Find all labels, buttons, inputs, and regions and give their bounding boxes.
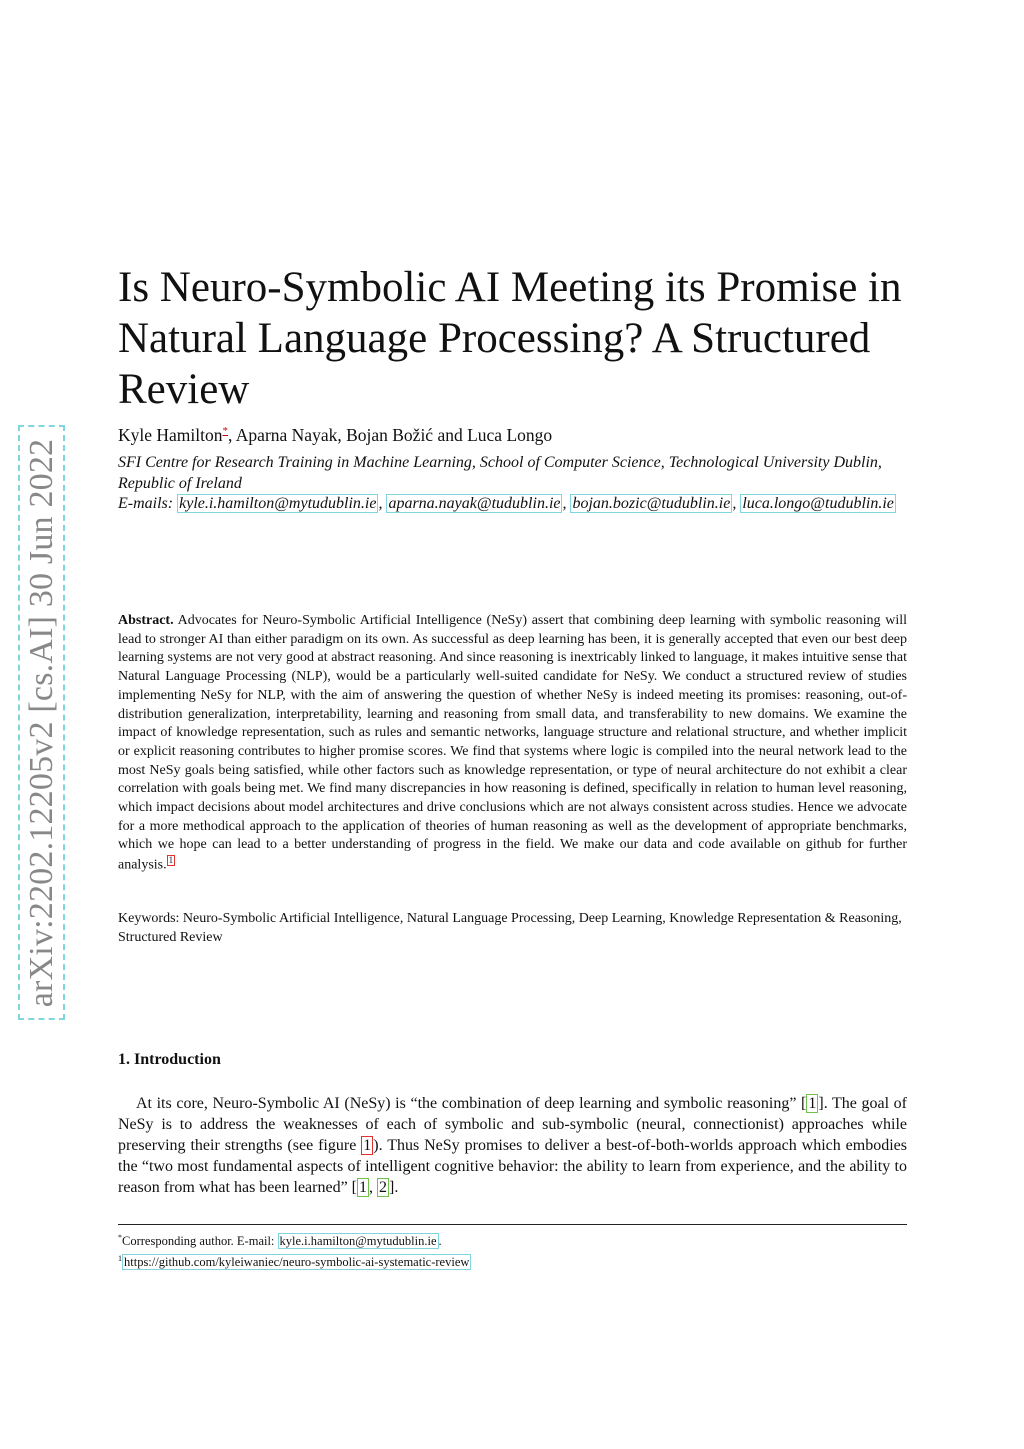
footnote-end: .: [438, 1234, 442, 1249]
intro-text: At its core, Neuro-Symbolic AI (NeSy) is “the combination of deep learning and symbolic reasoning” [: [136, 1095, 807, 1112]
footnote-divider: [118, 1224, 907, 1225]
citation-link[interactable]: 1: [359, 1179, 367, 1196]
keywords: Keywords: Neuro-Symbolic Artificial Intelligence, Natural Language Processing, Deep Learning, Knowledge Representation & Reasoning, Structured Review: [118, 911, 902, 945]
footnote-email-link[interactable]: kyle.i.hamilton@mytudublin.ie: [279, 1234, 437, 1249]
arxiv-identifier: [18, 425, 65, 1020]
abstract-text: Advocates for Neuro-Symbolic Artificial Intelligence (NeSy) assert that combining deep learning with symbolic reasoning will lead to stronger AI than either paradigm on its own. As successful as deep learning has been, it is generally accepted that even our best deep learning systems are not very good at abstract reasoning. And since reasoning is inextricably linked to language, it makes intuitive sense that Natural Language Processing (NLP), would be a particularly well-suited candidate for NeSy. We conduct a structured review of studies implementing NeSy for NLP, with the aim of answering the question of whether NeSy is indeed meeting its promises: reasoning, out-of-distribution generalization, interpretability, learning and reasoning from small data, and transferability to new domains. We examine the impact of knowledge representation, such as rules and semantic networks, language structure and relational structure, and whether implicit or explicit reasoning contributes to higher promise scores. We find that systems where logic is compiled into the neural network lead to the most NeSy goals being satisfied, while other factors such as knowledge representation, or type of neural architecture do not exhibit a clear correlation with goals being met. We find many discrepancies in how reasoning is defined, specifically in relation to human level reasoning, which impact decisions about model architectures and drive conclusions which are not always consistent across studies. Hence we advocate for a more methodical approach to the application of theories of human reasoning as well as the development of appropriate benchmarks, which we hope can lead to a better understanding of progress in the field. We make our data and code available on github for further analysis.: [118, 613, 907, 873]
footnote-marker: 1: [118, 1254, 122, 1264]
section-heading-introduction: 1. Introduction: [118, 1051, 221, 1068]
intro-text: ]. The goal of NeSy is to address the weaknesses of each of symbolic and sub-symbolic (neural, connectionist) approaches while preserving their strengths (see figure: [118, 1095, 907, 1154]
email-link[interactable]: bojan.bozic@tudublin.ie: [572, 495, 731, 512]
abstract: [118, 612, 907, 876]
footnote-text: Corresponding author. E-mail:: [122, 1234, 278, 1249]
footnote-marker: *: [118, 1233, 122, 1242]
affiliation: SFI Centre for Research Training in Machine Learning, School of Computer Science, Technological University Dublin, Republic of Ireland: [118, 454, 882, 492]
intro-paragraph: [118, 1093, 907, 1198]
footnote-ref-1[interactable]: 1: [168, 855, 174, 866]
footnotes: [118, 1229, 471, 1271]
author-rest: , Aparna Nayak, Bojan Božić and Luca Longo: [228, 425, 553, 445]
footnote-github-link[interactable]: https://github.com/kyleiwaniec/neuro-symbolic-ai-systematic-review: [124, 1255, 470, 1270]
intro-text: ). Thus NeSy promises to deliver a best-of-both-worlds approach which embodies the “two most fundamental aspects of intelligent cognitive behavior: the ability to learn from experience, and the ability to reason from what has been learned” [: [118, 1137, 907, 1196]
footnote-corresponding: [118, 1229, 471, 1250]
figure-ref-link[interactable]: 1: [363, 1137, 372, 1154]
email-link[interactable]: kyle.i.hamilton@mytudublin.ie: [179, 495, 377, 512]
arxiv-identifier-text: arXiv:2202.12205v2 [cs.AI] 30 Jun 2022: [22, 438, 60, 1007]
citation-link[interactable]: 2: [379, 1179, 387, 1196]
author-first: Kyle Hamilton: [118, 425, 223, 445]
email-list: E-mails: kyle.i.hamilton@mytudublin.ie , aparna.nayak@tudublin.ie , bojan.bozic@tudublin.ie , luca.longo@tudublin.ie: [118, 495, 894, 512]
email-link[interactable]: luca.longo@tudublin.ie: [742, 495, 894, 512]
email-label: E-mails:: [118, 495, 174, 512]
citation-link[interactable]: 1: [808, 1095, 817, 1112]
intro-text: ].: [389, 1179, 399, 1196]
footnote-github: [118, 1250, 471, 1271]
author-list: [118, 425, 552, 446]
intro-text: ,: [369, 1179, 377, 1196]
email-link[interactable]: aparna.nayak@tudublin.ie: [388, 495, 561, 512]
paper-title: Is Neuro-Symbolic AI Meeting its Promise in Natural Language Processing? A Structured Review: [118, 264, 902, 413]
corresponding-author-marker[interactable]: *: [222, 425, 228, 438]
abstract-label: Abstract.: [118, 613, 174, 628]
